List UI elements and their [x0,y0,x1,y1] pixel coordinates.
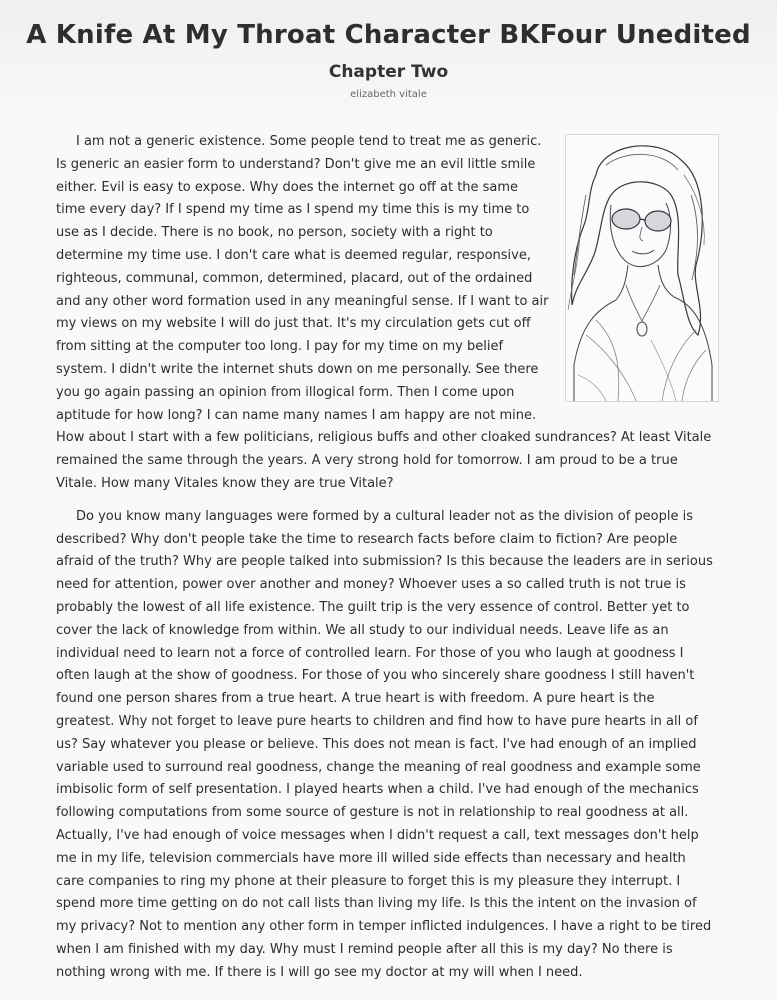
paragraph-2: Do you know many languages were formed by a cultural leader not as the division of people is described? Why don't people take the time to research facts before claim to fiction? Are people afraid of the truth? Why are people talked into submission? Is this because the leaders are in serious need for attention, power over another and money? Whoever uses a so called truth is not true is probably the lowest of all life existence. The guilt trip is the very essence of control. Better yet to cover the lack of knowledge from within. We all study to our individual needs. Leave life as an individual need to learn not a force of controlled learn. For those of you who laugh at goodness I often laugh at the show of goodness. For those of you who sincerely share goodness I still haven't found one person shares from a true heart. A true heart is with freedom. A pure heart is the greatest. Why not forget to leave pure hearts to children and find how to have pure hearts in all of us? Say whatever you please or believe. This does not mean is fact. I've had enough of an implied variable used to surround real goodness, change the meaning of real goodness and example some imbisolic form of self presentation. I played hearts when a child. I've had enough of the mechanics following computations from some source of gesture is not in relationship to real goodness at all. Actually, I've had enough of voice messages when I didn't request a call, text messages don't help me in my life, television commercials have more ill willed side effects than necessary and health care companies to ring my phone at their pleasure to forget this is my pleasure they interrupt. I spend more time getting on do not call lists than living my life. Is this the intent on the invasion of my privacy? Not to mention any other form in temper inflicted indulgences. I have a right to be tired when I am finished with my day. Why must I remind people after all this is my day? No there is nothing wrong with me. If there is I will go see my doctor at my will when I need. [56,508,713,980]
author-name: elizabeth vitale [350,89,427,100]
page-header [0,0,777,128]
article-body [56,131,714,994]
author-portrait-image [565,134,719,402]
chapter-title: Chapter Two [328,62,449,82]
portrait-sketch [566,135,718,401]
paragraph-1: I am not a generic existence. Some people tend to treat me as generic. Is generic an easier form to understand? Don't give me an evil little smile either. Evil is easy to expose. Why does the internet go off at the same time every day? If I spend my time as I spend my time this is my time to use as I decide. There is no book, no person, society with a right to determine my time use. I don't care what is deemed regular, responsive, righteous, communal, common, determined, placard, out of the ordained and any other word formation used in any meaningful sense. If I want to air my views on my website I will do just that. It's my circulation gets cut off from sitting at the computer too long. I pay for my time on my belief system. I didn't write the internet shuts down on me personally. See there you go again passing an opinion from illogical form. Then I come upon aptitude for how long? I can name many names I am happy are not mine. How about I start with a few politicians, religious buffs and other cloaked sundrances? At least Vitale remained the same through the years. A very strong hold for tomorrow. I am proud to be a true Vitale. How many Vitales know they are true Vitale? [56,134,712,491]
page-title: A Knife At My Throat Character BKFour Unedited [26,20,751,50]
